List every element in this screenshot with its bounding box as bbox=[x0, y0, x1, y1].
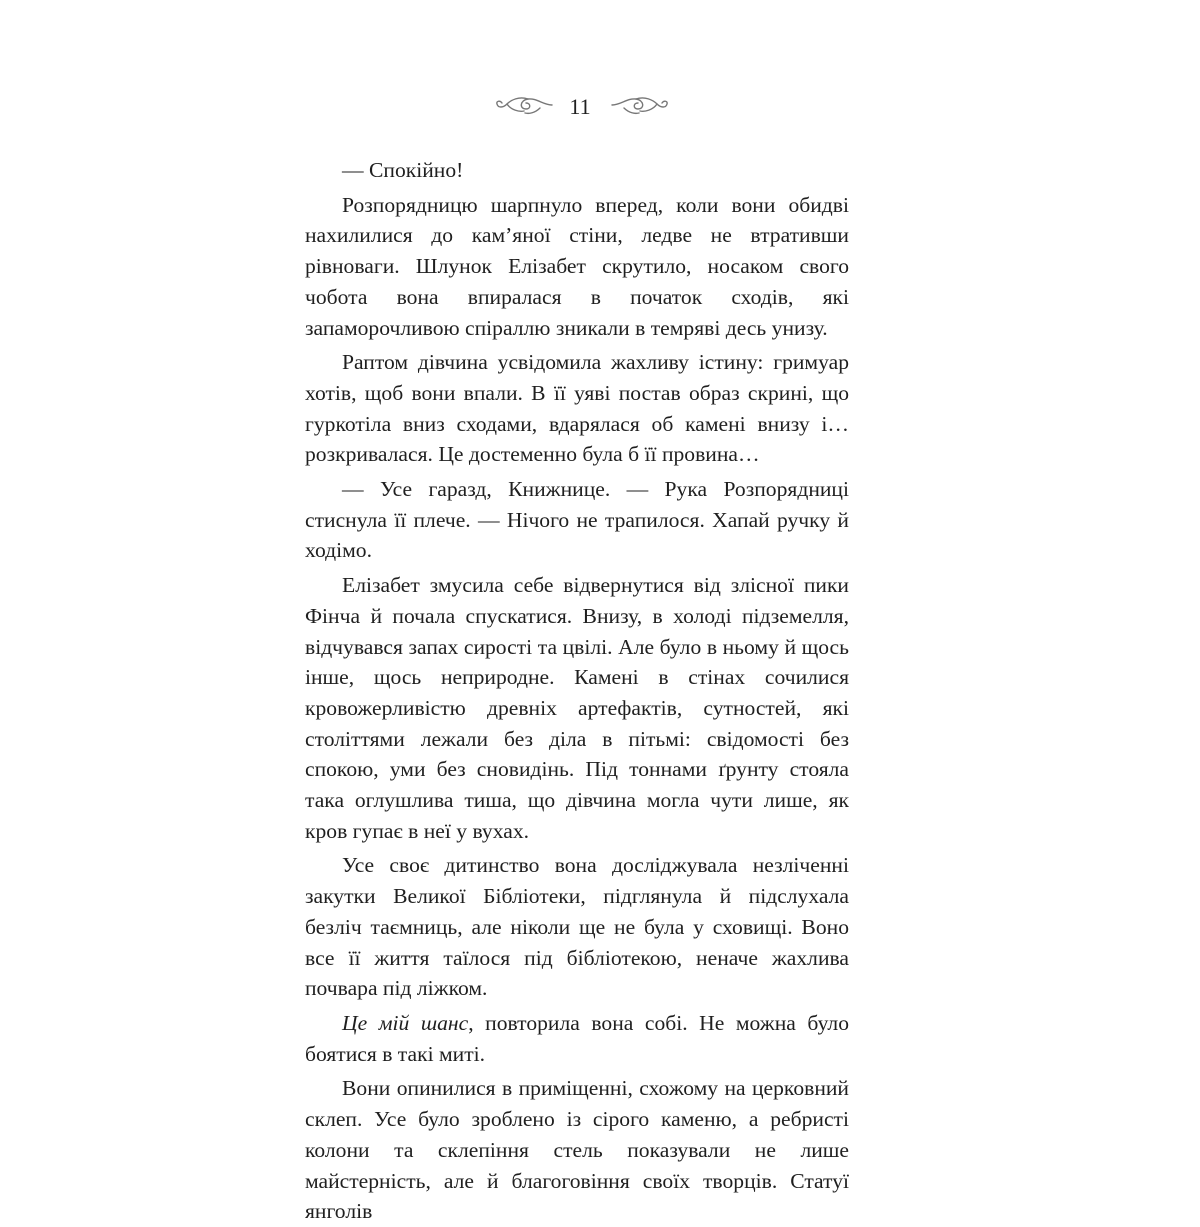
paragraph-4: — Усе гаразд, Книжнице. — Рука Розпорядниці стиснула її плече. — Нічого не трапилося. Хапай ручку й ходімо. bbox=[305, 477, 849, 563]
paragraph-6: Усе своє дитинство вона досліджувала незліченні закутки Великої Бібліотеки, підглянула й підслухала безліч таємниць, але ніколи ще не була у сховищі. Воно все її життя таїлося під бібліотекою, неначе жахлива почвара під ліжком. bbox=[305, 853, 849, 1001]
body-text bbox=[305, 155, 849, 1227]
flourish-left-icon bbox=[495, 94, 553, 116]
paragraph-7-text: , повторила вона собі. Не можна було боятися в такі миті. bbox=[305, 1010, 849, 1066]
paragraph-8: Вони опинилися в приміщенні, схожому на церковний склеп. Усе було зроблено із сірого каменю, а ребристі колони та склепіння стель показували не лише майстерність, але й благоговіння своїх творців. Статуї янголів bbox=[305, 1076, 849, 1224]
paragraph-7 bbox=[305, 1008, 849, 1069]
paragraph-3: Раптом дівчина усвідомила жахливу істину: гримуар хотів, щоб вони впали. В її уяві постав образ скрині, що гуркотіла вниз сходами, вдарялася об камені внизу і… розкривалася. Це достеменно була б її провина… bbox=[305, 350, 849, 467]
page-header bbox=[0, 92, 1200, 124]
paragraph-5: Елізабет змусила себе відвернутися від злісної пики Фінча й почала спускатися. Внизу, в холоді підземелля, відчувався запах сирості та цвілі. Але було в ньому й щось інше, щось неприродне. Камені в стінах сочилися кровожерливістю древніх артефактів, сутностей, які століттями лежали без діла в пітьмі: свідомості без спокою, уми без сновидінь. Під тоннами ґрунту стояла така оглушлива тиша, що дівчина могла чути лише, як кров гупає в неї у вухах. bbox=[305, 573, 849, 843]
paragraph-1: — Спокійно! bbox=[342, 158, 464, 182]
paragraph-2: Розпорядницю шарпнуло вперед, коли вони обидві нахилилися до кам’яної стіни, ледве не втративши рівноваги. Шлунок Елізабет скрутило, носаком свого чобота вона впиралася в початок сходів, які запаморочливою спіраллю зникали в темряві десь унизу. bbox=[305, 192, 849, 340]
page-number: 11 bbox=[569, 94, 591, 119]
flourish-right-icon bbox=[611, 94, 669, 116]
italic-phrase: Це мій шанс bbox=[342, 1010, 469, 1035]
